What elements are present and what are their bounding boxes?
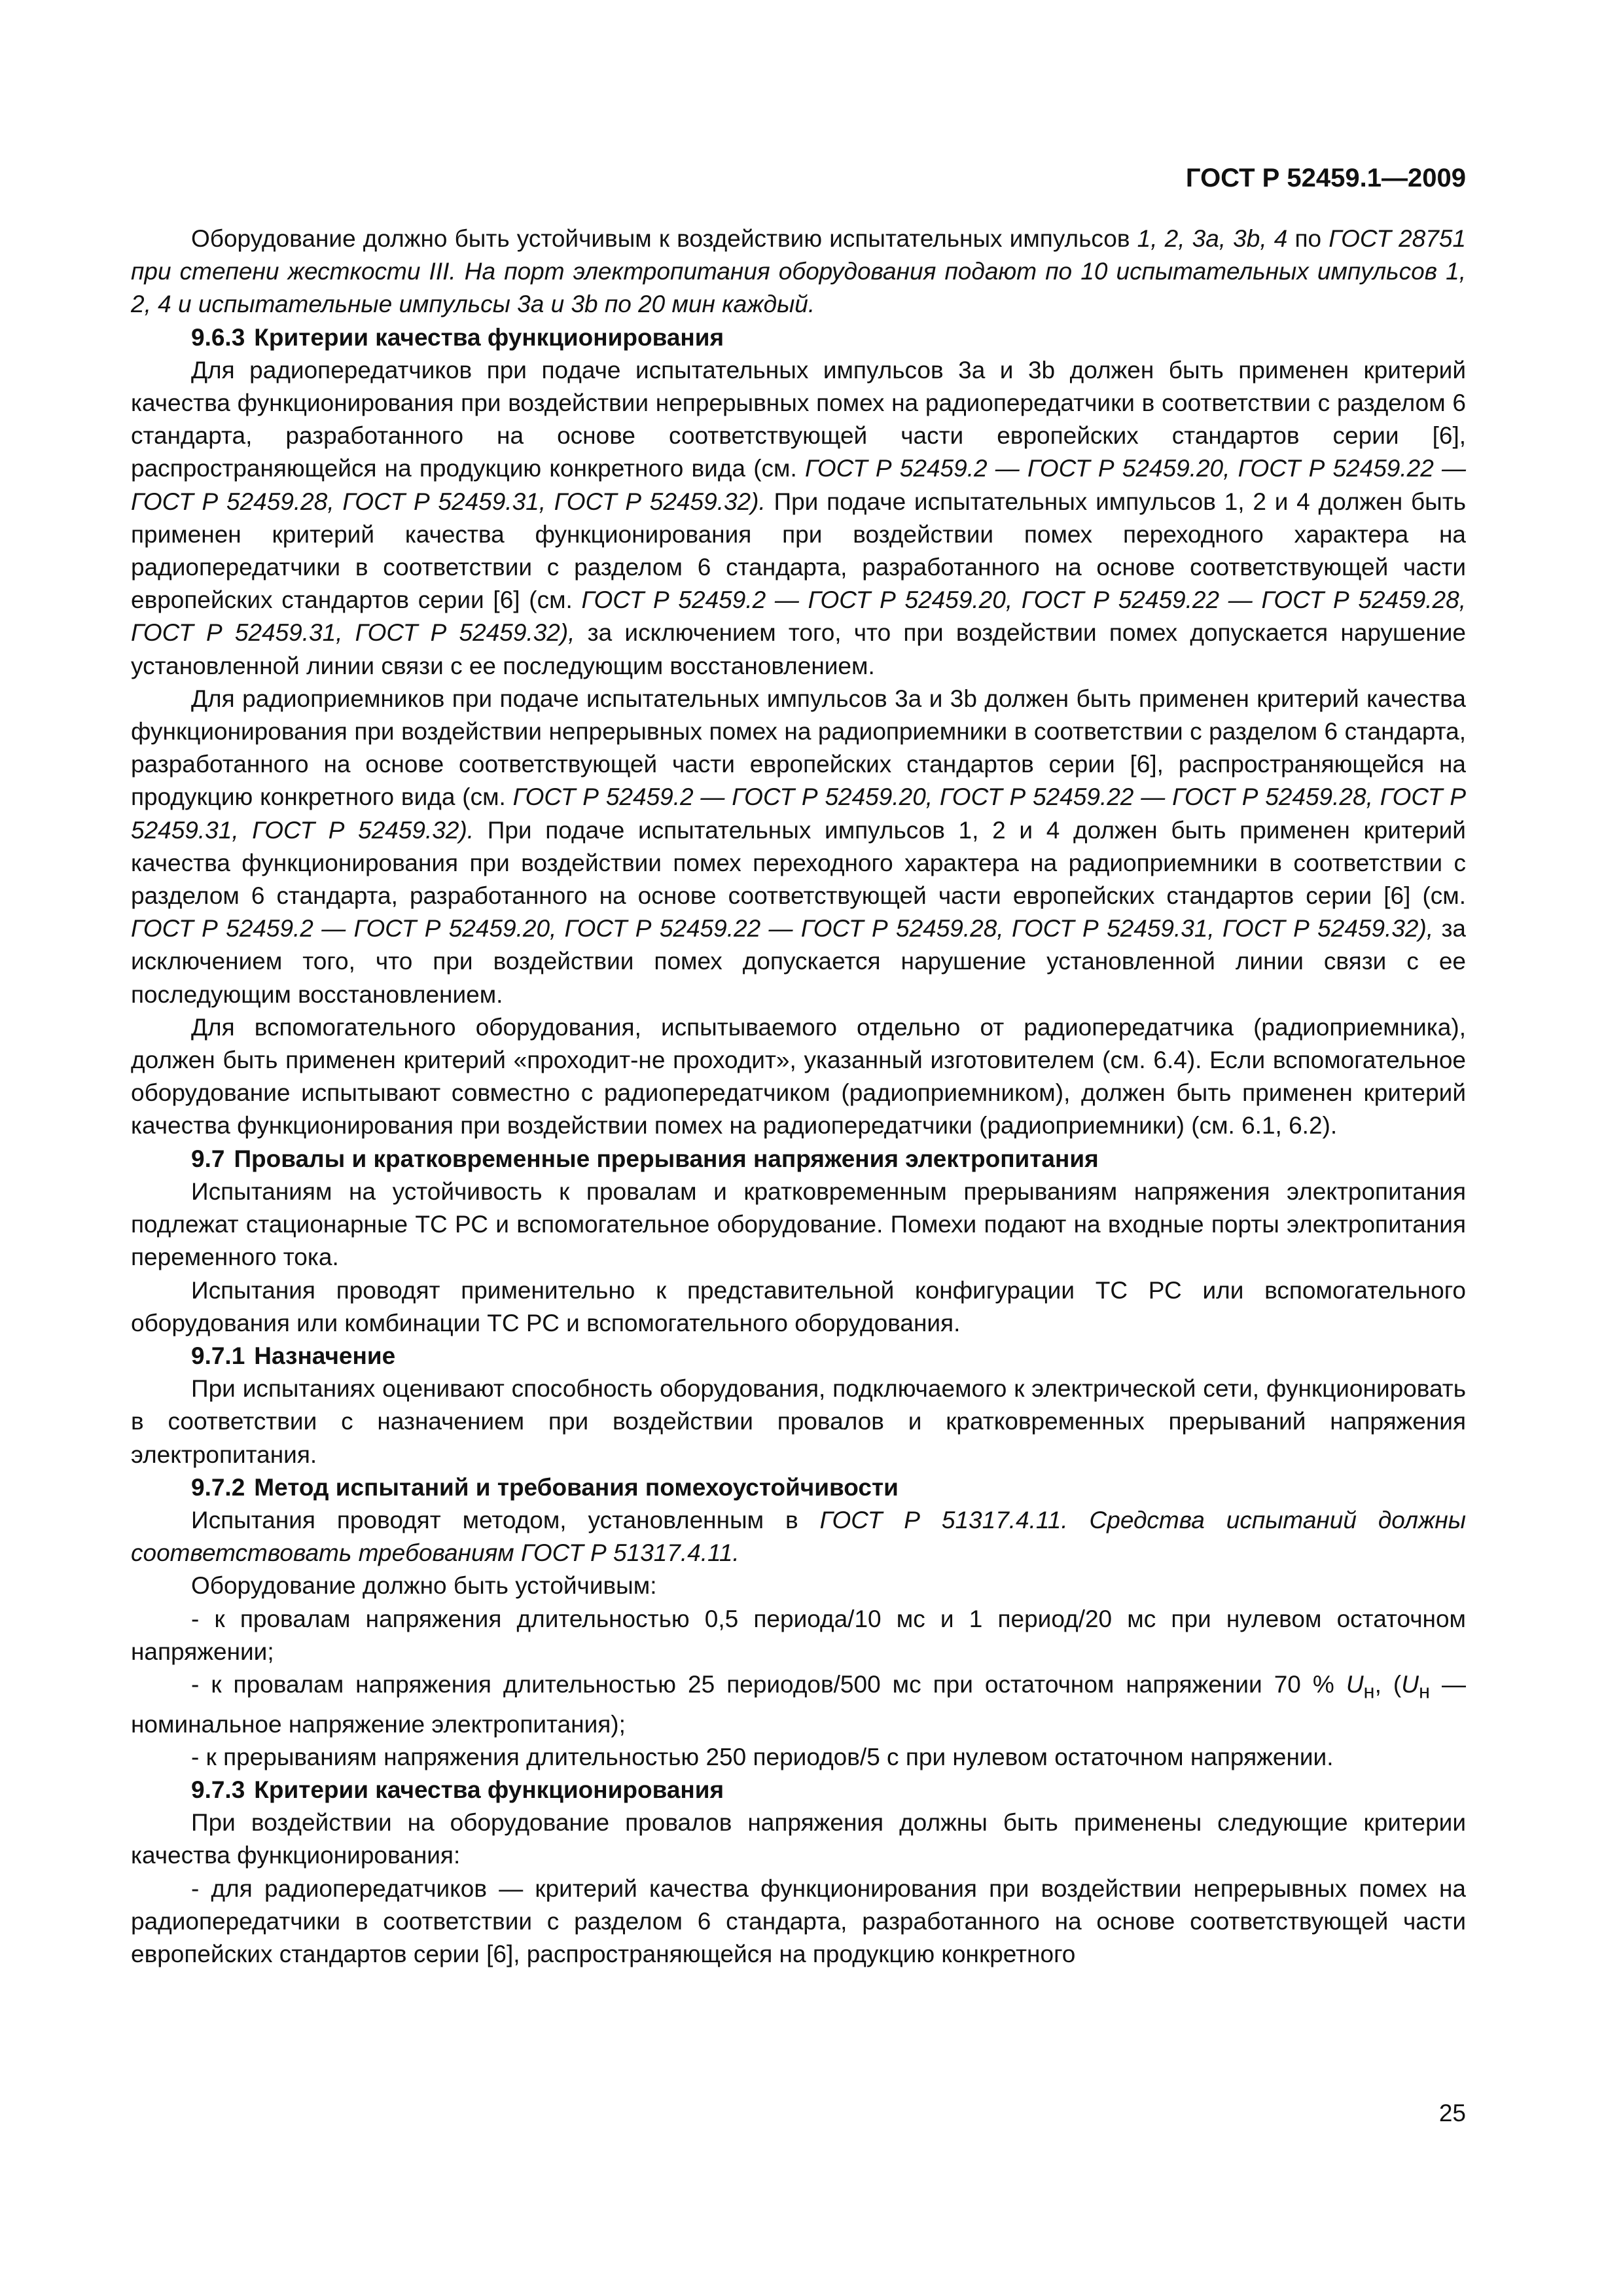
list-item: - к провалам напряжения длительностью 0,5 периода/10 мс и 1 период/20 мс при нулевом остаточном напряжении; bbox=[131, 1605, 1466, 1665]
paragraph: Оборудование должно быть устойчивым: bbox=[191, 1572, 657, 1600]
paragraph: Испытания проводят методом, установленным в ГОСТ Р 51317.4.11. Средства испытаний должны соответствовать требованиям ГОСТ Р 51317.4.11. bbox=[131, 1506, 1466, 1567]
section-heading-9-7-2: 9.7.2 Метод испытаний и требования помехоустойчивости bbox=[191, 1473, 899, 1501]
list-item: - к прерываниям напряжения длительностью 250 периодов/5 с при нулевом остаточном напряжении. bbox=[191, 1743, 1334, 1770]
section-heading-9-7: 9.7 Провалы и кратковременные прерывания напряжения электропитания bbox=[191, 1145, 1099, 1172]
page-content bbox=[131, 223, 1466, 1971]
list-item: - для радиопередатчиков — критерий качества функционирования при воздействии непрерывных помех на радиопередатчики в соответствии с разделом 6 стандарта, разработанного на основе соответствующей части европейских стандартов серии [6], распространяющейся на продукцию конкретного bbox=[131, 1874, 1466, 1967]
paragraph: Испытаниям на устойчивость к провалам и кратковременным прерываниям напряжения электропитания подлежат стационарные ТС РС и вспомогательное оборудование. Помехи подают на входные порты электропитания переменного тока. bbox=[131, 1177, 1466, 1271]
document-header: ГОСТ Р 52459.1—2009 bbox=[1185, 164, 1466, 192]
section-heading-9-6-3: 9.6.3 Критерии качества функционирования bbox=[191, 323, 724, 351]
section-heading-9-7-1: 9.7.1 Назначение bbox=[191, 1342, 396, 1369]
page-number: 25 bbox=[1438, 2100, 1466, 2126]
list-item: - к провалам напряжения длительностью 25 периодов/500 мс при остаточном напряжении 70 % $U_н$, ($U_н$ — номинальное напряжение электропитания); bbox=[131, 1670, 1466, 1738]
paragraph: Для радиоприемников при подаче испытательных импульсов 3a и 3b должен быть применен критерий качества функционирования при воздействии непрерывных помех на радиоприемники в соответствии с разделом 6 стандарта, разработанного на основе соответствующей части европейских стандартов серии [6], распространяющейся на продукцию конкретного вида (см. ГОСТ Р 52459.2 — ГОСТ Р 52459.20, ГОСТ Р 52459.22 — ГОСТ Р 52459.28, ГОСТ Р 52459.31, ГОСТ Р 52459.32). При подаче испытательных импульсов 1, 2 и 4 должен быть применен критерий качества функционирования при воздействии помех переходного характера на радиоприемники в соответствии с разделом 6 стандарта, разработанного на основе соответствующей части европейских стандартов серии [6] (см. ГОСТ Р 52459.2 — ГОСТ Р 52459.20, ГОСТ Р 52459.22 — ГОСТ Р 52459.28, ГОСТ Р 52459.31, ГОСТ Р 52459.32), за исключением того, что при воздействии помех допускается нарушение установленной линии связи с ее последующим восстановлением. bbox=[131, 685, 1467, 1008]
paragraph: При воздействии на оборудование провалов напряжения должны быть применены следующие критерии качества функционирования: bbox=[131, 1809, 1466, 1869]
paragraph: Оборудование должно быть устойчивым к воздействию испытательных импульсов 1, 2, 3a, 3b, 4 по ГОСТ 28751 при степени жесткости III. На порт электропитания оборудования подают по 10 испытательных импульсов 1, 2, 4 и испытательные импульсы 3a и 3b по 20 мин каждый. bbox=[131, 225, 1466, 318]
paragraph: Испытания проводят применительно к представительной конфигурации ТС РС или вспомогательного оборудования или комбинации ТС РС и вспомогательного оборудования. bbox=[131, 1276, 1466, 1336]
section-heading-9-7-3: 9.7.3 Критерии качества функционирования bbox=[191, 1776, 724, 1803]
paragraph: Для радиопередатчиков при подаче испытательных импульсов 3a и 3b должен быть применен критерий качества функционирования при воздействии непрерывных помех на радиопередатчики в соответствии с разделом 6 стандарта, разработанного на основе соответствующей части европейских стандартов серии [6], распространяющейся на продукцию конкретного вида (см. ГОСТ Р 52459.2 — ГОСТ Р 52459.20, ГОСТ Р 52459.22 — ГОСТ Р 52459.28, ГОСТ Р 52459.31, ГОСТ Р 52459.32). При подаче испытательных импульсов 1, 2 и 4 должен быть применен критерий качества функционирования при воздействии помех переходного характера на радиопередатчики в соответствии с разделом 6 стандарта, разработанного на основе соответствующей части европейских стандартов серии [6] (см. ГОСТ Р 52459.2 — ГОСТ Р 52459.20, ГОСТ Р 52459.22 — ГОСТ Р 52459.28, ГОСТ Р 52459.31, ГОСТ Р 52459.32), за исключением того, что при воздействии помех допускается нарушение установленной линии связи с ее последующим восстановлением. bbox=[131, 356, 1467, 679]
paragraph: Для вспомогательного оборудования, испытываемого отдельно от радиопередатчика (радиоприемника), должен быть применен критерий «проходит-не проходит», указанный изготовителем (см. 6.4). Если вспомогательное оборудование испытывают совместно с радиопередатчиком (радиоприемником), должен быть применен критерий качества функционирования при воздействии помех на радиопередатчики (радиоприемники) (см. 6.1, 6.2). bbox=[131, 1013, 1466, 1139]
paragraph: При испытаниях оценивают способность оборудования, подключаемого к электрической сети, функционировать в соответствии с назначением при воздействии провалов и кратковременных прерываний напряжения электропитания. bbox=[131, 1375, 1466, 1468]
